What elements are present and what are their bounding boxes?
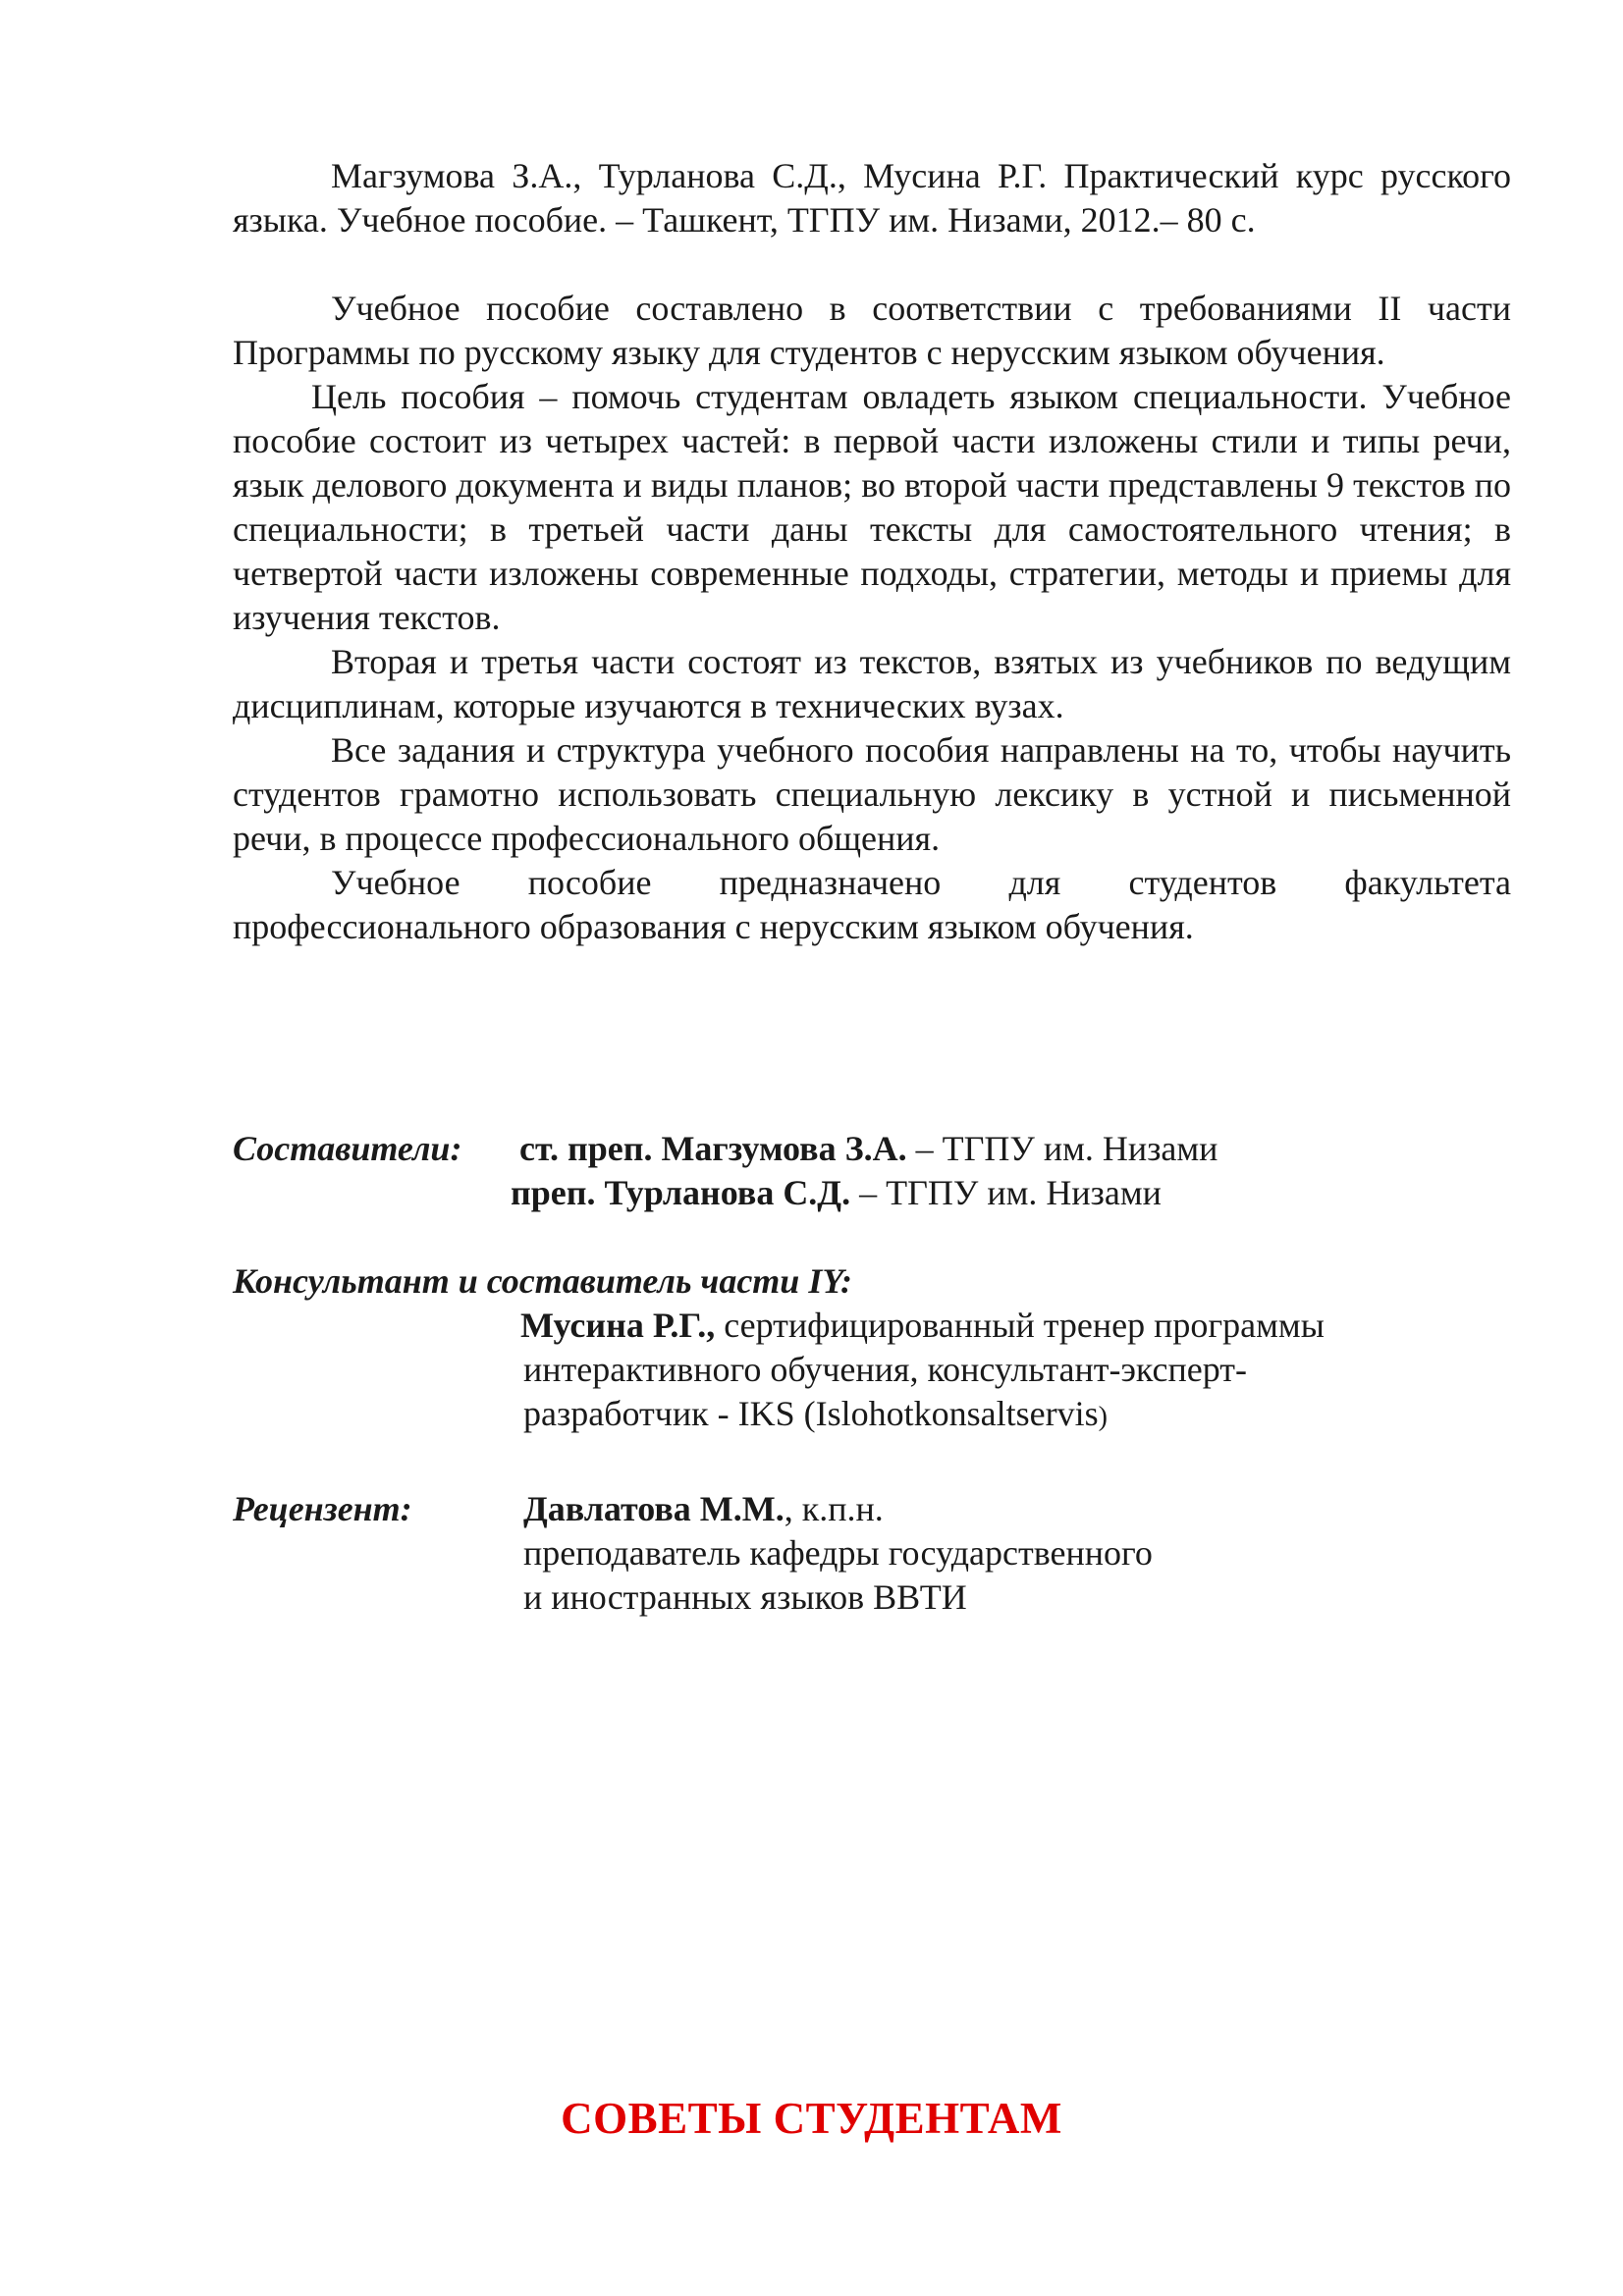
reviewer-degree: , к.п.н.	[784, 1489, 884, 1528]
paragraph-5: Учебное пособие предназначено для студентов факультета профессионального образования с нерусским языком обучения.	[233, 863, 1511, 946]
credits-block	[233, 1127, 1509, 1620]
consultant-row-1	[233, 1304, 1509, 1348]
consultant-row-3	[233, 1392, 1509, 1436]
consultant-label-row	[233, 1259, 1509, 1304]
consultant-row-2	[233, 1348, 1509, 1392]
consultant-title: сертифицированный тренер программы	[715, 1306, 1325, 1345]
consultant-line-2: интерактивного обучения, консультант-эксперт-	[523, 1350, 1247, 1389]
reviewer-line-1	[523, 1487, 884, 1531]
compilers-label: Составители:	[233, 1129, 462, 1168]
compiler-1	[519, 1127, 1217, 1171]
consultant-line-1	[520, 1304, 1325, 1348]
compiler-2-name: преп. Турланова С.Д.	[511, 1173, 851, 1212]
compilers-row-1	[233, 1127, 1509, 1171]
description-block	[233, 287, 1511, 949]
consultant-line-3-paren: )	[1098, 1402, 1108, 1432]
compiler-1-name: ст. преп. Магзумова З.А.	[519, 1129, 907, 1168]
compilers-row-2	[233, 1171, 1509, 1215]
reviewer-name: Давлатова М.М.	[523, 1489, 784, 1528]
consultant-line-3-text: разработчик - IKS (Islohotkonsaltservis	[523, 1394, 1099, 1433]
citation-text: Магзумова З.А., Турланова С.Д., Мусина Р.Г. Практический курс русского языка. Учебное пособие. – Ташкент, ТГПУ им. Низами, 2012.– 80 с.	[233, 156, 1511, 240]
reviewer-line-3: и иностранных языков ВВТИ	[523, 1577, 967, 1617]
compiler-2	[511, 1171, 1162, 1215]
consultant-label: Консультант и составитель части IY:	[233, 1261, 853, 1301]
reviewer-row-2	[233, 1531, 1509, 1575]
consultant-line-3	[523, 1392, 1108, 1439]
paragraph-3: Вторая и третья части состоят из текстов, взятых из учебников по ведущим дисциплинам, которые изучаются в технических вузах.	[233, 642, 1511, 725]
section-heading: СОВЕТЫ СТУДЕНТАМ	[561, 2094, 1062, 2143]
spacer	[233, 1215, 1509, 1259]
consultant-name: Мусина Р.Г.,	[520, 1306, 716, 1345]
spacer	[233, 1436, 1509, 1487]
compiler-1-affiliation: – ТГПУ им. Низами	[906, 1129, 1218, 1168]
reviewer-label: Рецензент:	[233, 1489, 412, 1528]
paragraph-2: Цель пособия – помочь студентам овладеть языком специальности. Учебное пособие состоит из четырех частей: в первой части изложены стили и типы речи, язык делового документа и виды планов; во второй части представлены 9 текстов по специальности; в третьей части даны тексты для самостоятельного чтения; в четвертой части изложены современные подходы, стратегии, методы и приемы для изучения текстов.	[233, 377, 1511, 637]
citation-block	[233, 154, 1511, 242]
paragraph-1: Учебное пособие составлено в соответствии с требованиями II части Программы по русскому языку для студентов с нерусским языком обучения.	[233, 289, 1511, 372]
reviewer-line-2: преподаватель кафедры государственного	[523, 1533, 1153, 1573]
compiler-2-affiliation: – ТГПУ им. Низами	[850, 1173, 1162, 1212]
paragraph-4: Все задания и структура учебного пособия направлены на то, чтобы научить студентов грамотно использовать специальную лексику в устной и письменной речи, в процессе профессионального общения.	[233, 730, 1511, 858]
reviewer-row-3	[233, 1575, 1509, 1620]
reviewer-row-1	[233, 1487, 1509, 1531]
